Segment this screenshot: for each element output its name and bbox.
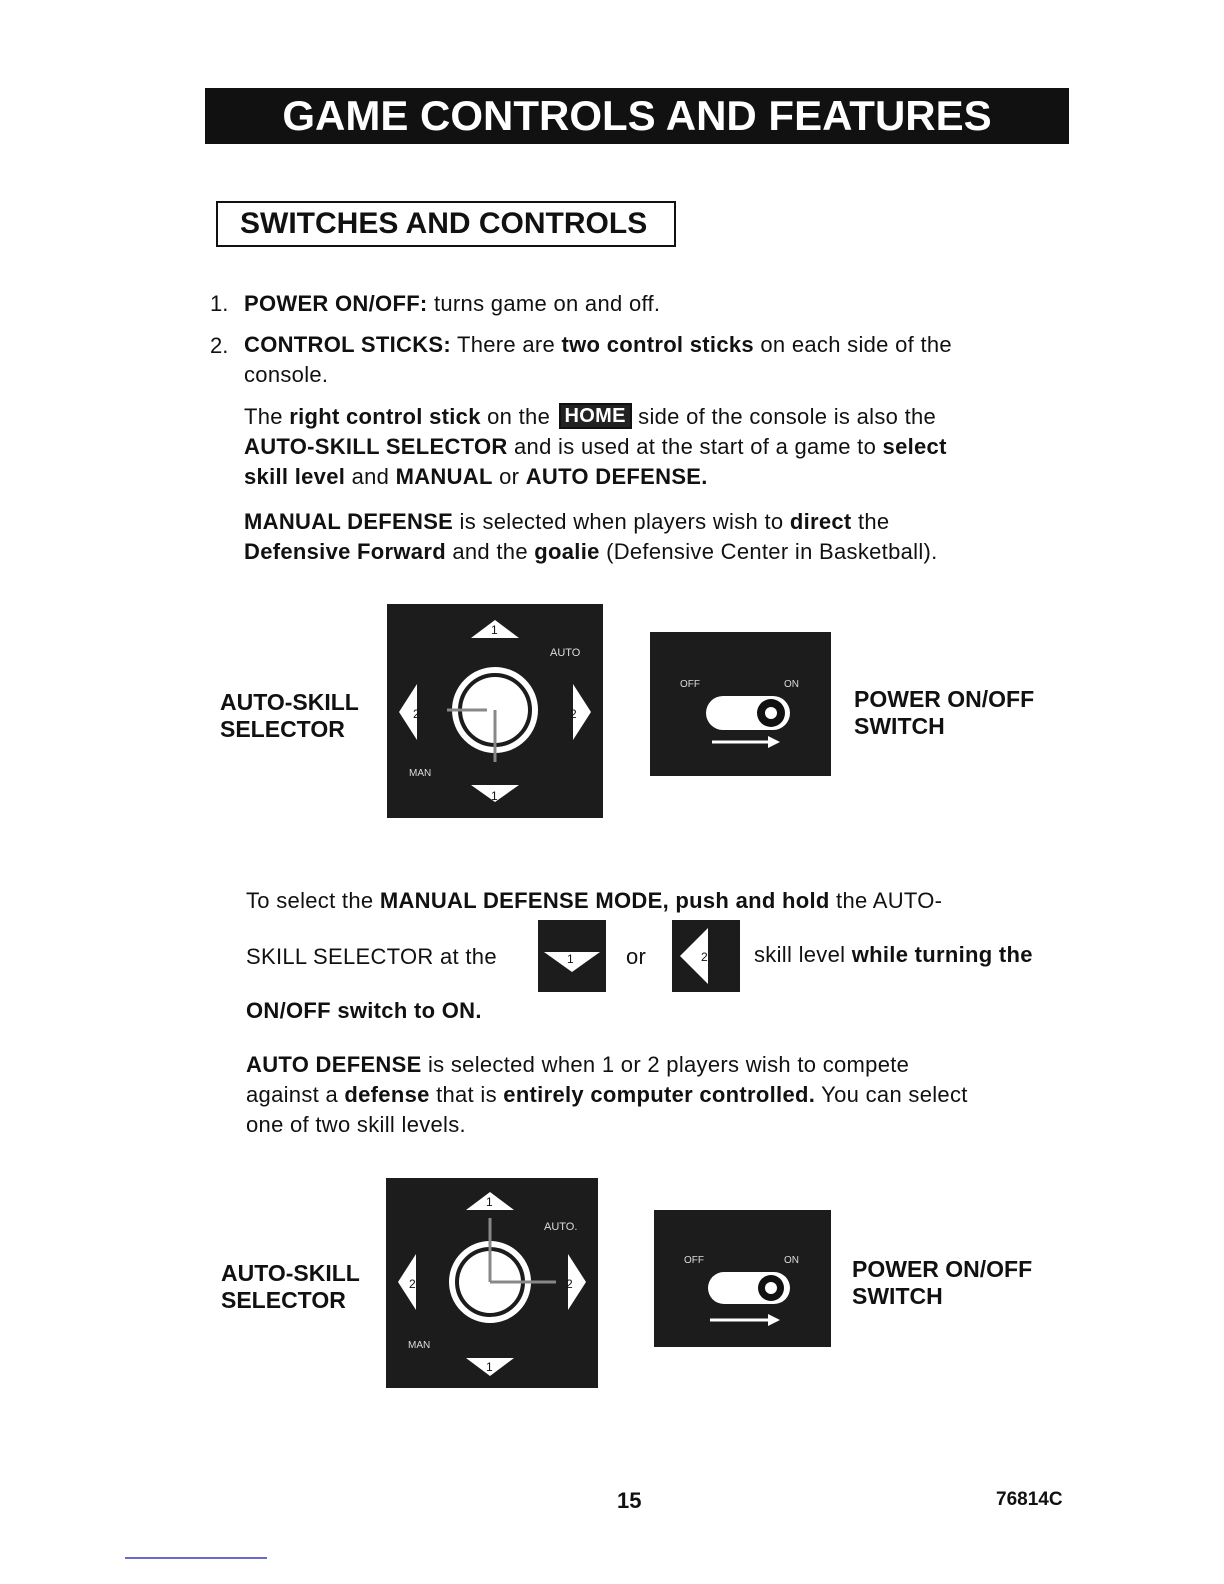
text: and the — [445, 539, 535, 564]
text: one of two skill levels. — [246, 1112, 466, 1137]
direction-label: 1 — [486, 1360, 493, 1374]
text: or — [492, 464, 526, 489]
section-heading: SWITCHES AND CONTROLS — [216, 201, 676, 247]
text: that is — [429, 1082, 504, 1107]
paragraph-select-tail — [754, 940, 1033, 970]
paragraph-right-stick — [244, 402, 1074, 492]
auto-label: AUTO. — [544, 1221, 578, 1233]
direction-label: 1 — [491, 623, 498, 637]
label-line: AUTO-SKILL — [220, 689, 359, 715]
text: The — [244, 404, 290, 429]
text-bold: Defensive Forward — [244, 539, 446, 564]
text: You can select — [815, 1082, 968, 1107]
list-number: 1. — [210, 291, 229, 316]
document-code: 76814C — [996, 1489, 1063, 1510]
direction-label: 1 — [491, 789, 498, 803]
text: the AUTO- — [829, 888, 943, 913]
power-switch-label — [852, 1256, 1032, 1310]
text: turns game on and off. — [427, 291, 661, 316]
text: and — [345, 464, 396, 489]
list-number: 2. — [210, 333, 229, 358]
text-bold — [246, 996, 482, 1026]
label-line: SWITCH — [854, 713, 945, 739]
text-bold: direct — [789, 509, 852, 534]
text-bold: skill level — [244, 464, 346, 489]
text: on each side of the — [753, 332, 952, 357]
text-bold: AUTO DEFENSE — [246, 1052, 422, 1077]
footer-line — [125, 1557, 267, 1559]
direction-label: 2 — [570, 707, 577, 721]
term: CONTROL STICKS: — [244, 332, 451, 357]
text-bold: while turning the — [851, 942, 1033, 967]
skill-number: 2 — [701, 950, 708, 964]
man-label: MAN — [409, 768, 432, 779]
direction-label: 2 — [413, 707, 420, 721]
man-label: MAN — [408, 1340, 431, 1351]
skill-left-icon — [672, 920, 740, 992]
page-number: 15 — [617, 1488, 642, 1513]
text-bold: right control stick — [289, 404, 481, 429]
label-line: POWER ON/OFF — [852, 1256, 1033, 1282]
auto-skill-selector-label — [221, 1260, 360, 1314]
on-label: ON — [784, 679, 799, 690]
term: POWER ON/OFF: — [244, 291, 428, 316]
text: against a — [246, 1082, 345, 1107]
text-bold: ON/OFF switch to ON. — [246, 998, 482, 1023]
control-stick-diagram-1 — [387, 604, 603, 818]
page-title: GAME CONTROLS AND FEATURES — [205, 88, 1069, 144]
direction-label: 2 — [566, 1277, 573, 1291]
power-switch-label — [854, 686, 1034, 740]
text-bold: entirely computer controlled. — [503, 1082, 816, 1107]
power-switch-diagram-1 — [650, 632, 831, 776]
list-item-control-sticks — [244, 330, 1064, 390]
label-line: SWITCH — [852, 1283, 943, 1309]
control-stick-diagram-2 — [386, 1178, 598, 1388]
auto-label: AUTO — [550, 647, 581, 659]
power-switch-diagram-2 — [654, 1210, 831, 1347]
text: is selected when players wish to — [453, 509, 790, 534]
skill-number: 1 — [567, 952, 574, 966]
label-line: SELECTOR — [221, 1287, 346, 1313]
text: on the — [480, 404, 557, 429]
skill-down-icon — [538, 920, 606, 992]
text-bold: MANUAL DEFENSE — [244, 509, 454, 534]
text-bold: MANUAL DEFENSE MODE, — [379, 888, 669, 913]
text-bold: AUTO-SKILL SELECTOR — [244, 434, 508, 459]
list-item-power — [244, 289, 660, 319]
label-line: SELECTOR — [220, 716, 345, 742]
text: and is used at the start of a game to — [507, 434, 883, 459]
direction-label: 2 — [409, 1277, 416, 1291]
paragraph-manual-defense — [244, 507, 1074, 567]
text-bold: defense — [344, 1082, 430, 1107]
text: skill level — [754, 942, 852, 967]
text: the — [851, 509, 890, 534]
on-label: ON — [784, 1255, 799, 1266]
text: SKILL SELECTOR at the — [246, 944, 497, 969]
text-bold: MANUAL — [395, 464, 493, 489]
off-label: OFF — [684, 1255, 704, 1266]
text-bold: select — [882, 434, 947, 459]
text-bold: AUTO DEFENSE. — [525, 464, 708, 489]
text: There are — [450, 332, 562, 357]
direction-label: 1 — [486, 1195, 493, 1209]
auto-skill-selector-label — [220, 689, 359, 743]
text: console. — [244, 362, 329, 387]
text: To select the — [246, 888, 380, 913]
home-badge: HOME — [559, 403, 632, 429]
text: (Defensive Center in Basketball). — [599, 539, 938, 564]
text: or — [626, 944, 647, 969]
label-line: AUTO-SKILL — [221, 1260, 360, 1286]
off-label: OFF — [680, 679, 700, 690]
text: side of the console is also the — [631, 404, 937, 429]
text-bold: push and hold — [675, 888, 830, 913]
text-bold: goalie — [534, 539, 600, 564]
paragraph-select-manual — [246, 886, 1076, 916]
label-line: POWER ON/OFF — [854, 686, 1035, 712]
text: is selected when 1 or 2 players wish to compete — [421, 1052, 910, 1077]
text-bold: two control sticks — [561, 332, 754, 357]
paragraph-auto-defense — [246, 1050, 1076, 1140]
